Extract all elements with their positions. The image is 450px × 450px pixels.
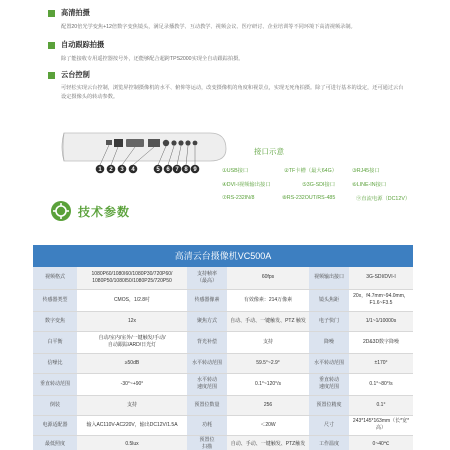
spec-value: 1/1~1/10000s bbox=[349, 311, 413, 331]
spec-key: 传感器像素 bbox=[187, 289, 227, 311]
port-number-label: 1 bbox=[98, 167, 102, 173]
feature-title: 高清拍摄 bbox=[61, 8, 90, 17]
spec-key: 传感器类型 bbox=[33, 289, 77, 311]
spec-value: 60fps bbox=[227, 267, 309, 289]
spec-value: 3G-SDI/DVI-I bbox=[349, 267, 413, 289]
spec-value: 59.5°~2.9° bbox=[227, 353, 309, 373]
port-label: ⑦RS-232IN/8 bbox=[222, 194, 255, 201]
spec-key: 水平转动 速度范围 bbox=[187, 373, 227, 395]
spec-key: 功耗 bbox=[187, 415, 227, 435]
spec-value: 0.1°~80°/s bbox=[349, 373, 413, 395]
port-label: ⑥LINE-IN接口 bbox=[352, 181, 387, 188]
spec-value: 1080P60/1080I60/1080P30/720P60/ 1080P50/1080I50/1080P25/720P50 bbox=[77, 267, 187, 289]
port-label: ①USB接口 bbox=[222, 167, 249, 174]
spec-row bbox=[33, 353, 413, 373]
port-label: ⑧RS-232OUT/RS-485 bbox=[282, 194, 336, 201]
spec-value: CMOS，1/2.8吋 bbox=[77, 289, 187, 311]
spec-key: 降噪 bbox=[309, 331, 349, 353]
spec-value: 0.5lux bbox=[77, 435, 187, 450]
spec-row bbox=[33, 331, 413, 353]
spec-value: 243*145*163mm（长*宽*高） bbox=[349, 415, 413, 435]
spec-row bbox=[33, 415, 413, 435]
feature-hd-shooting bbox=[48, 8, 408, 32]
port-number-label: 4 bbox=[131, 167, 135, 173]
spec-key: 聚焦方式 bbox=[187, 311, 227, 331]
port-label: ④DVI-I视频输出接口 bbox=[222, 181, 271, 188]
spec-key: 信噪比 bbox=[33, 353, 77, 373]
spec-value: ±170° bbox=[349, 353, 413, 373]
spec-value: ≥50dB bbox=[77, 353, 187, 373]
port-number-label: 2 bbox=[109, 167, 113, 173]
bullet-square-icon bbox=[48, 72, 55, 79]
spec-key: 视频格式 bbox=[33, 267, 77, 289]
bullet-square-icon bbox=[48, 10, 55, 17]
spec-value: 12x bbox=[77, 311, 187, 331]
port-number-label: 6 bbox=[166, 167, 170, 173]
port-legend-row bbox=[222, 193, 422, 202]
tech-params-title: 技术参数 bbox=[78, 204, 131, 219]
spec-value: 0.1°~120°/s bbox=[227, 373, 309, 395]
bullet-square-icon bbox=[48, 42, 55, 49]
spec-value: 支持 bbox=[227, 331, 309, 353]
rs232-in-port-icon bbox=[178, 140, 183, 145]
spec-key: 镜头焦距 bbox=[309, 289, 349, 311]
port-legend-row bbox=[222, 165, 422, 174]
spec-key: 视频输出接口 bbox=[309, 267, 349, 289]
spec-key: 垂直转动 速度范围 bbox=[309, 373, 349, 395]
spec-key: 水平转动范围 bbox=[309, 353, 349, 373]
spec-value: 256 bbox=[227, 395, 309, 415]
port-number-label: 7 bbox=[175, 167, 179, 173]
spec-key: 支持帧率 （最高） bbox=[187, 267, 227, 289]
spec-key: 垂直转动范围 bbox=[33, 373, 77, 395]
dc-power-port-icon bbox=[193, 141, 198, 146]
port-number-label: 9 bbox=[193, 167, 197, 173]
spec-key: 倒装 bbox=[33, 395, 77, 415]
spec-value: 自动、手动、一键触发、PTZ 触发 bbox=[227, 311, 309, 331]
spec-value: 0.1° bbox=[349, 395, 413, 415]
feature-body: 配置20倍光学变焦+12倍数字变焦镜头，满足录播教学、互动教学、视频会议、医疗研讨、企业培训等不同环境下高清视频录制。 bbox=[61, 24, 356, 30]
port-label: ⑤3G-SDI接口 bbox=[302, 181, 336, 188]
port-legend-row bbox=[222, 179, 422, 188]
line-in-port-icon bbox=[171, 140, 176, 145]
gear-badge-icon bbox=[50, 200, 72, 222]
spec-key: 白平衡 bbox=[33, 331, 77, 353]
spec-value: 支持 bbox=[77, 395, 187, 415]
dvi-port-icon bbox=[148, 139, 160, 147]
spec-value: 输入AC110V-AC220V，输出DC12V/1.5A bbox=[77, 415, 187, 435]
port-label: ⑨直流电源（DC12V） bbox=[356, 195, 411, 202]
port-legend bbox=[222, 146, 422, 207]
spec-key: 水平转动范围 bbox=[187, 353, 227, 373]
spec-row bbox=[33, 311, 413, 331]
feature-ptz-control bbox=[48, 70, 408, 102]
usb-port-icon bbox=[106, 140, 112, 145]
spec-row bbox=[33, 267, 413, 289]
spec-value: 有效像素：214万像素 bbox=[227, 289, 309, 311]
rj45-port-icon bbox=[126, 139, 144, 147]
tf-slot-icon bbox=[114, 139, 123, 147]
feature-body: 可轻松实现云台控制，浏览屏控制摄像机的水平、俯仰等运动，改变摄像机的角度和视景点，实现无死角拍摄。除了可进行基本的设定，还可通过云台设定摄像头的转动参数。 bbox=[61, 85, 404, 100]
feature-title: 自动跟踪拍摄 bbox=[61, 40, 105, 49]
spec-key: 预置位 扫描 bbox=[187, 435, 227, 450]
spec-row bbox=[33, 435, 413, 450]
spec-value: 0~40℃ bbox=[349, 435, 413, 450]
feature-title: 云台控制 bbox=[61, 70, 90, 79]
spec-key: 预置位精度 bbox=[309, 395, 349, 415]
port-number-label: 5 bbox=[156, 167, 160, 173]
spec-value: -30°~+90° bbox=[77, 373, 187, 395]
spec-key: 最低照度 bbox=[33, 435, 77, 450]
spec-value: ＜20W bbox=[227, 415, 309, 435]
spec-key: 尺寸 bbox=[309, 415, 349, 435]
spec-value: 自动/室内/室外/一键触发/手动/ 自动跟踪/ARD/日光灯 bbox=[77, 331, 187, 353]
port-number-label: 3 bbox=[120, 167, 124, 173]
sdi-port-icon bbox=[163, 140, 169, 146]
port-label: ③RJ45接口 bbox=[352, 167, 380, 174]
feature-body: 除了能接收专用遥控器按号外，还能够配合超跨TPS2000实现全自动跟踪拍摄。 bbox=[61, 56, 244, 62]
feature-auto-tracking bbox=[48, 40, 408, 64]
spec-key: 背光补偿 bbox=[187, 331, 227, 353]
tech-params-heading bbox=[50, 200, 130, 222]
camera-rear-panel-illustration bbox=[60, 125, 230, 175]
spec-key: 电源适配器 bbox=[33, 415, 77, 435]
spec-table-title: 高清云台摄像机VC500A bbox=[33, 245, 413, 267]
port-legend-title: 接口示意 bbox=[254, 147, 284, 156]
spec-value: 20x，f4.7mm~94.0mm， F1.6~F3.5 bbox=[349, 289, 413, 311]
spec-row bbox=[33, 289, 413, 311]
spec-row bbox=[33, 395, 413, 415]
spec-key: 电子快门 bbox=[309, 311, 349, 331]
spec-value: 自动、手动、一键触发、PTZ触发 bbox=[227, 435, 309, 450]
rs232-out-port-icon bbox=[185, 140, 190, 145]
spec-row bbox=[33, 373, 413, 395]
port-number-label: 8 bbox=[184, 167, 188, 173]
spec-key: 数字变焦 bbox=[33, 311, 77, 331]
spec-key: 工作温度 bbox=[309, 435, 349, 450]
port-label: ②TF卡槽（最大64G） bbox=[284, 167, 338, 174]
spec-table bbox=[33, 267, 413, 450]
spec-value: 2D&3D数字降噪 bbox=[349, 331, 413, 353]
spec-key: 预置位数量 bbox=[187, 395, 227, 415]
